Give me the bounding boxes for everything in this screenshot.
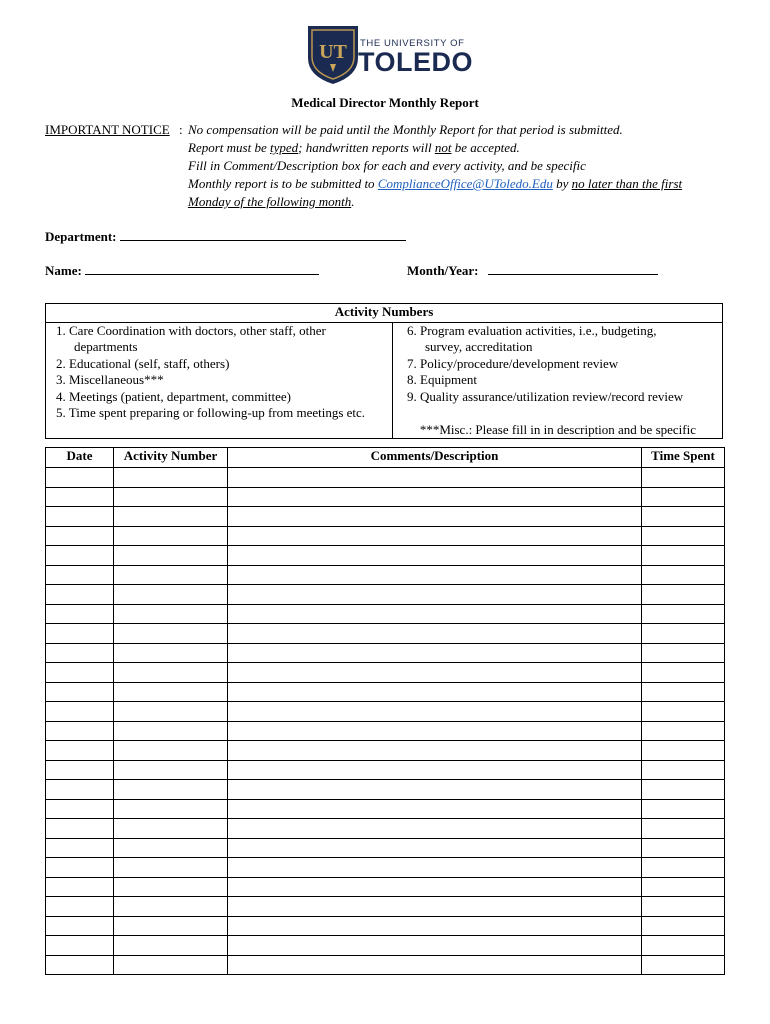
time-spent-cell[interactable] [642, 682, 725, 702]
date-cell[interactable] [46, 916, 114, 936]
date-cell[interactable] [46, 799, 114, 819]
time-spent-cell[interactable] [642, 838, 725, 858]
time-spent-cell[interactable] [642, 507, 725, 527]
activity-numbers-box [45, 303, 723, 439]
activity-item-1: 1. Care Coordination with doctors, other staff, other [56, 323, 326, 338]
comments-cell[interactable] [228, 468, 642, 488]
month-year-field[interactable]: Month/Year: [407, 263, 658, 279]
activity-number-cell[interactable] [114, 663, 228, 683]
date-cell[interactable] [46, 819, 114, 839]
activity-title: Activity Numbers [334, 304, 434, 319]
header-date: Date [46, 448, 114, 468]
activity-number-cell[interactable] [114, 682, 228, 702]
comments-cell[interactable] [228, 799, 642, 819]
date-cell[interactable] [46, 741, 114, 761]
time-spent-cell[interactable] [642, 780, 725, 800]
table-row [46, 624, 725, 644]
time-spent-cell[interactable] [642, 936, 725, 956]
table-row [46, 487, 725, 507]
time-spent-cell[interactable] [642, 741, 725, 761]
activity-number-cell[interactable] [114, 780, 228, 800]
comments-cell[interactable] [228, 858, 642, 878]
activity-number-cell[interactable] [114, 604, 228, 624]
comments-cell[interactable] [228, 526, 642, 546]
time-spent-cell[interactable] [642, 468, 725, 488]
activity-item-7: 7. Policy/procedure/development review [407, 356, 619, 371]
comments-cell[interactable] [228, 838, 642, 858]
time-spent-cell[interactable] [642, 487, 725, 507]
notice-colon: : [179, 122, 183, 137]
comments-cell[interactable] [228, 819, 642, 839]
table-row [46, 565, 725, 585]
table-row [46, 643, 725, 663]
notice-line-2: Report must be typed; handwritten reports will not be accepted. [188, 140, 520, 155]
time-spent-cell[interactable] [642, 643, 725, 663]
date-cell[interactable] [46, 526, 114, 546]
comments-cell[interactable] [228, 916, 642, 936]
notice-line-5: Monday of the following month. [188, 194, 355, 209]
activity-item-3: 3. Miscellaneous*** [56, 372, 164, 387]
time-spent-cell[interactable] [642, 858, 725, 878]
comments-cell[interactable] [228, 663, 642, 683]
activity-number-cell[interactable] [114, 741, 228, 761]
date-cell[interactable] [46, 955, 114, 975]
time-spent-cell[interactable] [642, 760, 725, 780]
table-row [46, 702, 725, 722]
time-spent-cell[interactable] [642, 604, 725, 624]
notice-line-1: No compensation will be paid until the Monthly Report for that period is submitted. [188, 122, 623, 137]
notice-label: IMPORTANT NOTICE [45, 122, 170, 137]
time-spent-cell[interactable] [642, 955, 725, 975]
comments-cell[interactable] [228, 643, 642, 663]
activity-item-6-cont: survey, accreditation [425, 339, 533, 354]
date-cell[interactable] [46, 702, 114, 722]
activity-item-1-cont: departments [74, 339, 138, 354]
activity-number-cell[interactable] [114, 546, 228, 566]
page-title: Medical Director Monthly Report [291, 95, 479, 110]
activity-number-cell[interactable] [114, 858, 228, 878]
comments-cell[interactable] [228, 955, 642, 975]
comments-cell[interactable] [228, 507, 642, 527]
date-cell[interactable] [46, 487, 114, 507]
activity-item-5: 5. Time spent preparing or following-up from meetings etc. [56, 405, 366, 420]
header-activity-number: Activity Number [114, 448, 228, 468]
activity-number-cell[interactable] [114, 643, 228, 663]
time-spent-cell[interactable] [642, 916, 725, 936]
table-row [46, 877, 725, 897]
notice-line-3: Fill in Comment/Description box for each and every activity, and be specific [188, 158, 586, 173]
time-spent-cell[interactable] [642, 702, 725, 722]
table-row [46, 760, 725, 780]
date-cell[interactable] [46, 760, 114, 780]
time-spent-cell[interactable] [642, 526, 725, 546]
table-row [46, 897, 725, 917]
activity-number-cell[interactable] [114, 760, 228, 780]
date-cell[interactable] [46, 897, 114, 917]
date-cell[interactable] [46, 682, 114, 702]
date-cell[interactable] [46, 604, 114, 624]
date-cell[interactable] [46, 721, 114, 741]
time-spent-cell[interactable] [642, 799, 725, 819]
comments-cell[interactable] [228, 604, 642, 624]
table-row [46, 526, 725, 546]
date-cell[interactable] [46, 624, 114, 644]
activity-number-cell[interactable] [114, 565, 228, 585]
activity-number-cell[interactable] [114, 936, 228, 956]
date-cell[interactable] [46, 468, 114, 488]
comments-cell[interactable] [228, 936, 642, 956]
comments-cell[interactable] [228, 741, 642, 761]
table-row [46, 663, 725, 683]
notice-line-4: Monthly report is to be submitted to ComplianceOffice@UToledo.Edu by no later than the first [188, 176, 683, 191]
time-spent-cell[interactable] [642, 546, 725, 566]
comments-cell[interactable] [228, 897, 642, 917]
time-spent-cell[interactable] [642, 819, 725, 839]
activity-number-cell[interactable] [114, 799, 228, 819]
comments-cell[interactable] [228, 780, 642, 800]
time-spent-cell[interactable] [642, 721, 725, 741]
logo-line2: TOLEDO [358, 47, 474, 77]
activity-log-table [45, 447, 725, 975]
comments-cell[interactable] [228, 877, 642, 897]
table-row [46, 682, 725, 702]
activity-number-cell[interactable] [114, 487, 228, 507]
activity-number-cell[interactable] [114, 702, 228, 722]
activity-number-cell[interactable] [114, 955, 228, 975]
comments-cell[interactable] [228, 487, 642, 507]
date-cell[interactable] [46, 858, 114, 878]
table-row [46, 721, 725, 741]
name-field[interactable]: Name: [45, 263, 319, 279]
comments-cell[interactable] [228, 546, 642, 566]
time-spent-cell[interactable] [642, 877, 725, 897]
time-spent-cell[interactable] [642, 585, 725, 605]
activity-number-cell[interactable] [114, 916, 228, 936]
date-cell[interactable] [46, 507, 114, 527]
activity-item-2: 2. Educational (self, staff, others) [56, 356, 230, 371]
table-row [46, 799, 725, 819]
misc-note: ***Misc.: Please fill in in description and be specific [419, 422, 696, 437]
time-spent-cell[interactable] [642, 565, 725, 585]
activity-item-8: 8. Equipment [407, 372, 478, 387]
activity-number-cell[interactable] [114, 507, 228, 527]
time-spent-cell[interactable] [642, 624, 725, 644]
table-row [46, 741, 725, 761]
table-row [46, 955, 725, 975]
logo-line1: THE UNIVERSITY OF [360, 38, 465, 49]
date-cell[interactable] [46, 585, 114, 605]
date-cell[interactable] [46, 565, 114, 585]
table-row [46, 507, 725, 527]
date-cell[interactable] [46, 877, 114, 897]
comments-cell[interactable] [228, 682, 642, 702]
activity-number-cell[interactable] [114, 526, 228, 546]
comments-cell[interactable] [228, 721, 642, 741]
table-row [46, 838, 725, 858]
table-header-row [46, 448, 725, 468]
table-row [46, 585, 725, 605]
activity-number-cell[interactable] [114, 897, 228, 917]
table-row [46, 468, 725, 488]
date-cell[interactable] [46, 643, 114, 663]
activity-item-4: 4. Meetings (patient, department, committee) [56, 389, 292, 404]
date-cell[interactable] [46, 663, 114, 683]
comments-cell[interactable] [228, 624, 642, 644]
activity-number-cell[interactable] [114, 877, 228, 897]
date-cell[interactable] [46, 936, 114, 956]
activity-item-6: 6. Program evaluation activities, i.e., budgeting, [407, 323, 657, 338]
activity-number-cell[interactable] [114, 819, 228, 839]
activity-number-cell[interactable] [114, 468, 228, 488]
table-row [46, 546, 725, 566]
comments-cell[interactable] [228, 585, 642, 605]
table-row [46, 858, 725, 878]
activity-item-9: 9. Quality assurance/utilization review/record review [407, 389, 684, 404]
table-row [46, 916, 725, 936]
table-row [46, 604, 725, 624]
compliance-email-link[interactable]: ComplianceOffice@UToledo.Edu [377, 176, 553, 191]
table-row [46, 819, 725, 839]
date-cell[interactable] [46, 838, 114, 858]
department-field[interactable]: Department: [45, 229, 406, 245]
logo-monogram: UT [319, 41, 347, 63]
time-spent-cell[interactable] [642, 663, 725, 683]
comments-cell[interactable] [228, 565, 642, 585]
header-comments: Comments/Description [228, 448, 642, 468]
comments-cell[interactable] [228, 702, 642, 722]
time-spent-cell[interactable] [642, 897, 725, 917]
activity-number-cell[interactable] [114, 721, 228, 741]
activity-number-cell[interactable] [114, 585, 228, 605]
comments-cell[interactable] [228, 760, 642, 780]
table-row [46, 780, 725, 800]
table-row [46, 936, 725, 956]
activity-number-cell[interactable] [114, 838, 228, 858]
activity-number-cell[interactable] [114, 624, 228, 644]
date-cell[interactable] [46, 780, 114, 800]
date-cell[interactable] [46, 546, 114, 566]
header-time-spent: Time Spent [642, 448, 725, 468]
